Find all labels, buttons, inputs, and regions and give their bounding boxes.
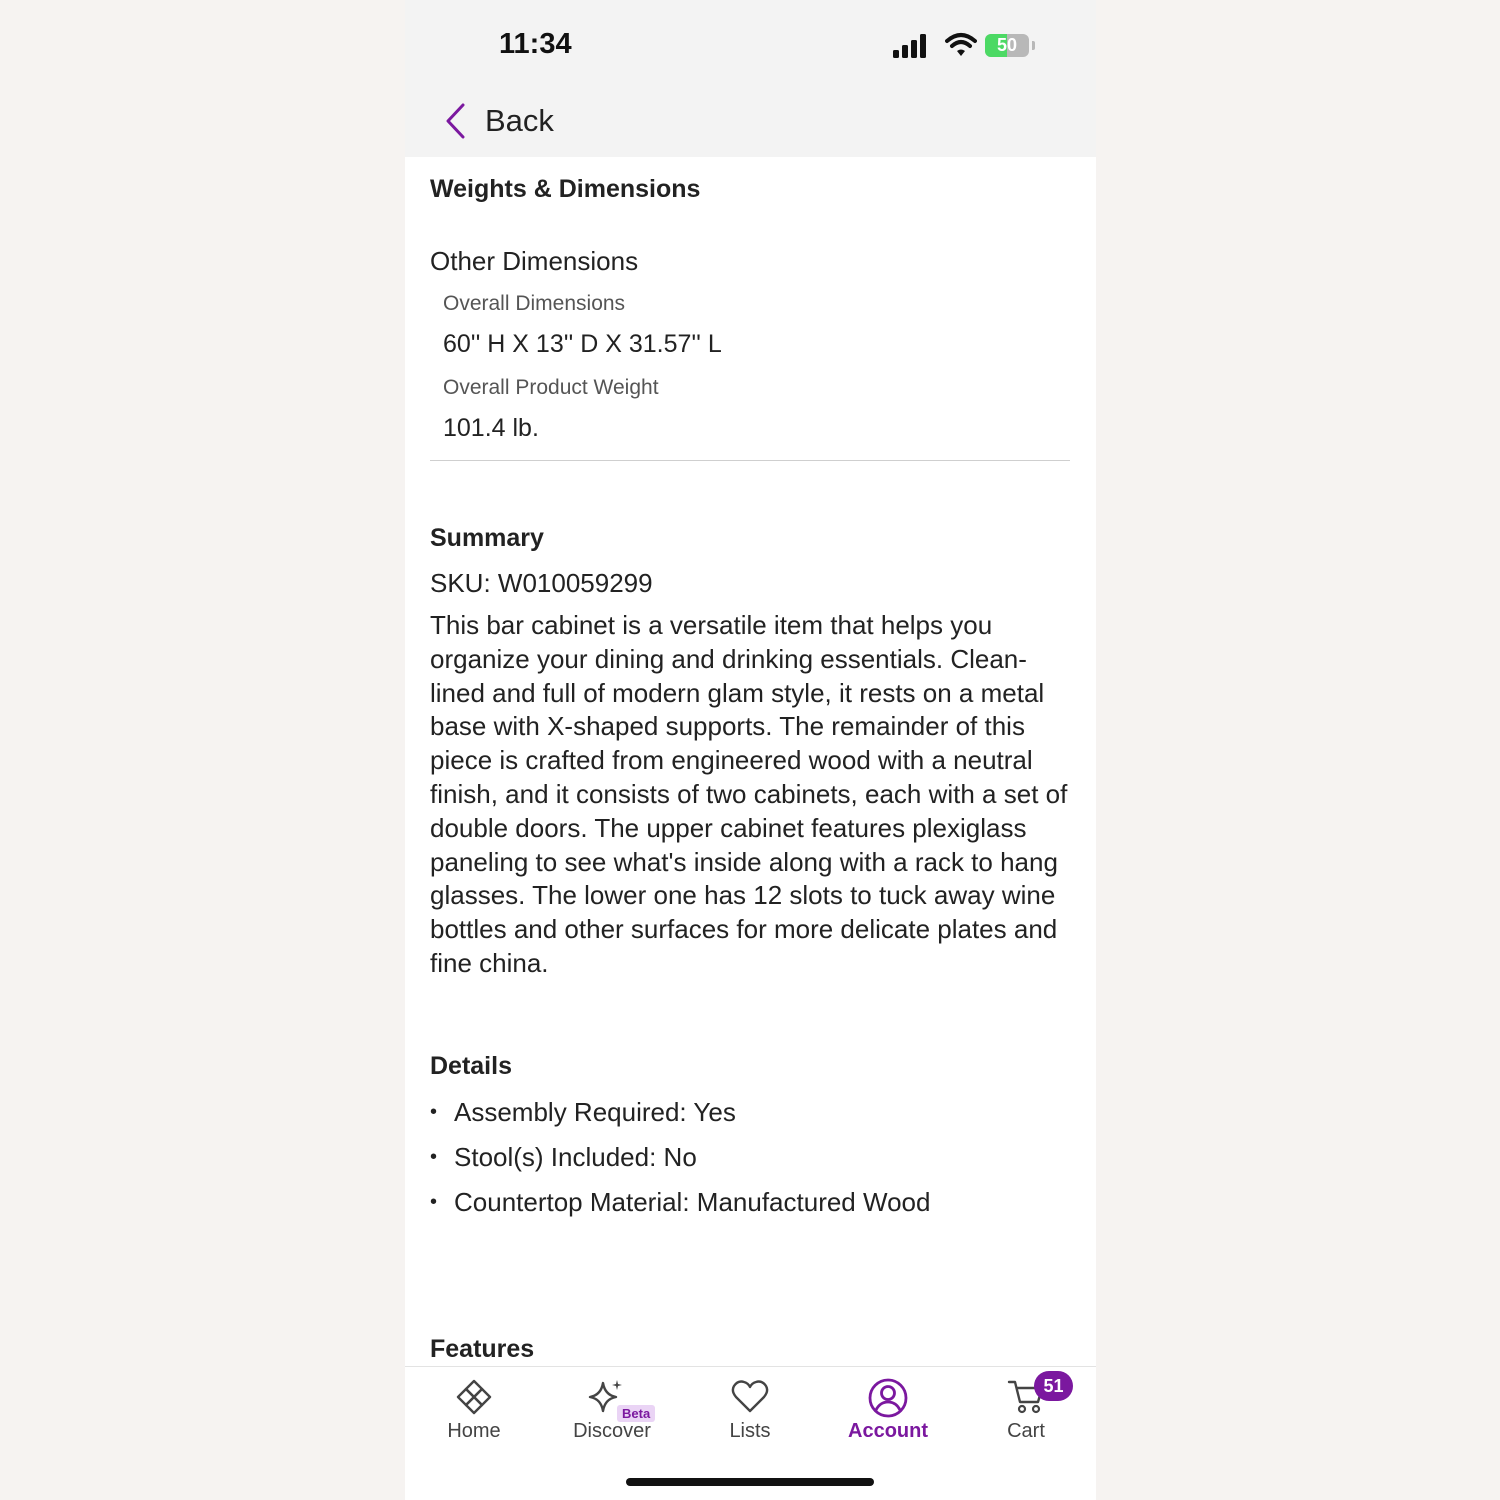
details-list — [430, 1097, 1070, 1232]
chevron-left-icon — [443, 102, 467, 140]
battery-percent: 50 — [996, 35, 1018, 55]
battery-icon — [985, 34, 1029, 57]
back-button[interactable] — [443, 98, 554, 144]
status-time: 11:34 — [499, 28, 572, 60]
list-item: • Countertop Material: Manufactured Wood — [430, 1187, 1070, 1232]
tab-cart-label: Cart — [1007, 1420, 1045, 1442]
tab-lists-label: Lists — [729, 1420, 771, 1442]
product-description: This bar cabinet is a versatile item that helps you organize your dining and drinking essentials. Clean-lined and full of modern glam style, it rests on a metal base with X-shaped supports. The remainder of this piece is crafted from engineered wood with a neutral finish, and it consists of two cabinets, each with a set of double doors. The upper cabinet features plexiglass paneling to see what's inside along with a rack to hang glasses. The lower one has 12 slots to tuck away wine bottles and other surfaces for more delicate plates and fine china. — [430, 610, 1068, 978]
sku-text: SKU: W010059299 — [430, 568, 653, 598]
overall-weight-label: Overall Product Weight — [443, 376, 659, 399]
top-bar — [405, 0, 1096, 157]
other-dimensions-heading: Other Dimensions — [430, 246, 639, 276]
overall-dimensions-label: Overall Dimensions — [443, 292, 626, 315]
wifi-icon — [945, 32, 977, 58]
summary-heading: Summary — [430, 524, 544, 552]
weights-dimensions-heading: Weights & Dimensions — [430, 175, 701, 203]
home-indicator[interactable] — [626, 1478, 874, 1486]
cellular-signal-icon — [893, 34, 929, 58]
tab-discover-label: Discover — [573, 1420, 651, 1442]
overall-weight-value: 101.4 lb. — [443, 414, 539, 442]
tab-discover[interactable] — [543, 1367, 681, 1457]
list-item: • Stool(s) Included: No — [430, 1142, 1070, 1187]
tab-account-label: Account — [848, 1420, 928, 1442]
overall-dimensions-value: 60'' H X 13'' D X 31.57'' L — [443, 330, 722, 358]
back-label: Back — [485, 103, 554, 138]
tab-home-label: Home — [447, 1420, 501, 1442]
beta-badge: Beta — [617, 1405, 655, 1422]
tab-account[interactable] — [819, 1367, 957, 1457]
section-divider — [430, 460, 1070, 461]
account-icon — [867, 1377, 909, 1419]
home-icon — [454, 1377, 494, 1417]
battery-tip — [1032, 41, 1035, 50]
tab-cart[interactable] — [957, 1367, 1095, 1457]
heart-icon — [730, 1377, 770, 1415]
features-heading[interactable]: Features — [430, 1335, 535, 1363]
details-heading: Details — [430, 1052, 512, 1080]
list-item: • Assembly Required: Yes — [430, 1097, 1070, 1142]
tab-lists[interactable] — [681, 1367, 819, 1457]
phone-screen — [405, 0, 1096, 1500]
tab-home[interactable] — [405, 1367, 543, 1457]
cart-count-badge: 51 — [1034, 1371, 1073, 1401]
status-icons — [893, 30, 1043, 60]
